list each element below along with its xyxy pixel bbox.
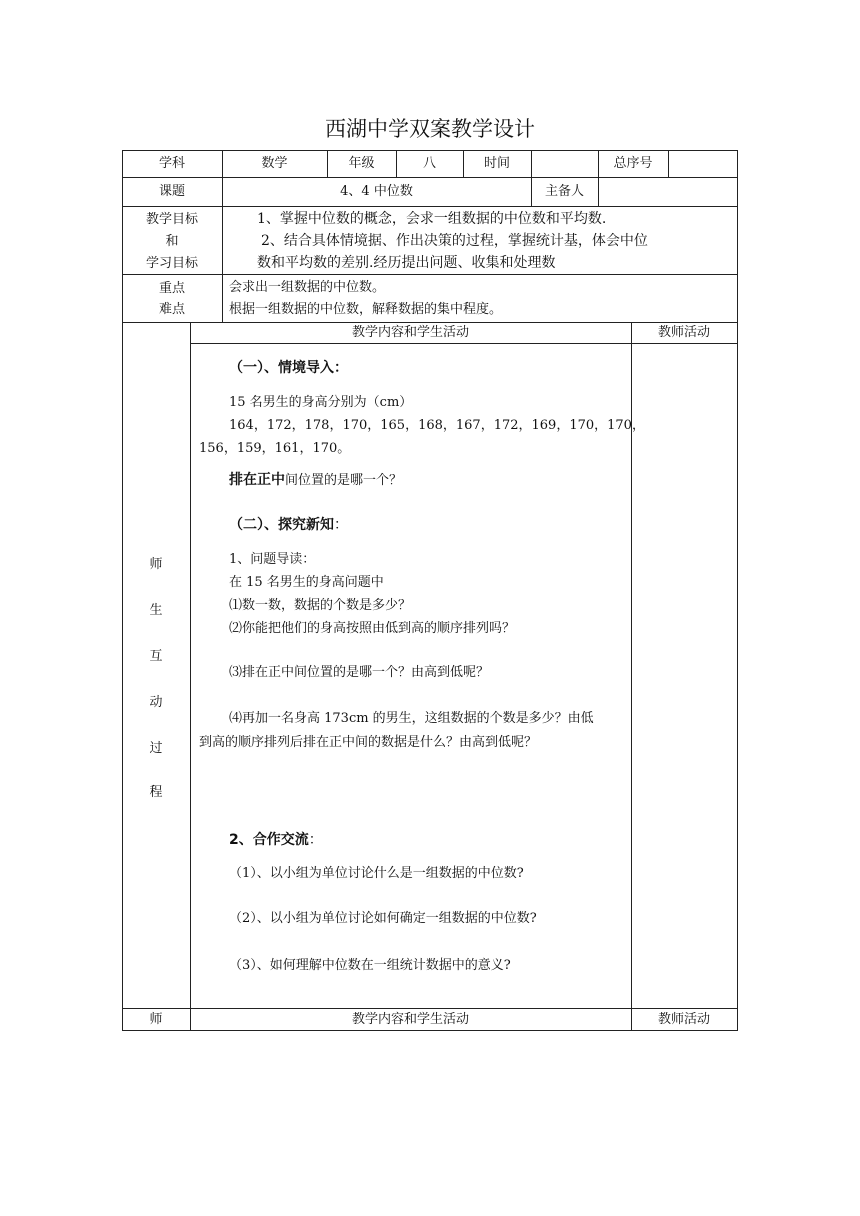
side-label-3: 互 (149, 649, 163, 664)
topic-value: 4、4 中位数 (340, 184, 413, 199)
footer-content-header: 教学内容和学生活动 (351, 1012, 469, 1027)
footer-teacher-header: 教师活动 (657, 1012, 710, 1027)
footer-side-label: 师 (149, 1012, 163, 1027)
section-1-line-3: 156，159，161，170。 (199, 441, 351, 456)
goal-1: 1、掌握中位数的概念，会求一组数据的中位数和平均数. (257, 211, 607, 227)
side-label-1: 师 (149, 557, 163, 572)
side-label-4: 动 (149, 695, 163, 710)
section-1-question (229, 469, 402, 492)
section-2-heading-bold: （二）、探究新知 (229, 517, 334, 533)
question-2: ⑵你能把他们的身高按照由低到高的顺序排列吗？ (229, 621, 516, 636)
section-2-context: 在 15 名男生的身高问题中 (229, 575, 384, 590)
section-1-question-rest: 间位置的是哪一个？ (285, 473, 403, 488)
grade-value: 八 (422, 156, 436, 171)
grade-label: 年级 (348, 156, 375, 171)
goals-label-2: 和 (165, 234, 179, 249)
discussion-item-3: （3）、如何理解中位数在一组统计数据中的意义? (229, 958, 511, 973)
difficult-label: 难点 (158, 302, 185, 317)
serial-label: 总序号 (613, 156, 653, 171)
page-title: 西湖中学双案教学设计 (325, 117, 535, 141)
topic-label: 课题 (158, 184, 185, 199)
section-2-subheading: 1、问题导读： (229, 552, 316, 567)
section-2-heading (229, 514, 348, 536)
content-header: 教学内容和学生活动 (351, 325, 469, 340)
discussion-item-1: （1）、以小组为单位讨论什么是一组数据的中位数? (229, 866, 524, 881)
section-1-heading: （一）、情境导入： (229, 360, 348, 376)
difficult-point: 根据一组数据的中位数，解释数据的集中程度。 (229, 302, 503, 317)
question-4-line-1: ⑷再加一名身高 173cm 的男生，这组数据的个数是多少？由低 (229, 711, 594, 726)
key-point: 会求出一组数据的中位数。 (229, 280, 386, 295)
subject-value: 数学 (261, 156, 288, 171)
section-1-line-1: 15 名男生的身高分别为（cm） (229, 395, 413, 410)
section-3-heading-bold: 2、合作交流 (229, 832, 309, 848)
subject-label: 学科 (158, 156, 185, 171)
side-label-2: 生 (149, 603, 163, 618)
section-2-heading-rest: ： (334, 517, 348, 533)
section-1-line-2: 164，172，178，170，165，168，167，172，169，170，170， (229, 418, 645, 433)
teacher-header: 教师活动 (657, 325, 710, 340)
section-3-heading-rest: ： (308, 832, 323, 848)
question-4-line-2: 到高的顺序排列后排在正中间的数据是什么？由高到低呢？ (199, 735, 538, 750)
goal-2-line-2: 数和平均数的差别.经历提出问题、收集和处理数 (257, 255, 556, 271)
question-3: ⑶排在正中间位置的是哪一个？由高到低呢？ (229, 665, 490, 680)
section-3-heading (229, 829, 323, 851)
goals-label-3: 学习目标 (145, 256, 198, 271)
question-1: ⑴数一数，数据的个数是多少？ (229, 598, 412, 613)
section-1-question-bold: 排在正中 (229, 472, 285, 488)
time-label: 时间 (483, 156, 510, 171)
key-label: 重点 (158, 281, 185, 296)
goal-2-line-1: 2、结合具体情境据、作出决策的过程，掌握统计基，体会中位 (261, 233, 648, 249)
discussion-item-2: （2）、以小组为单位讨论如何确定一组数据的中位数? (229, 911, 537, 926)
preparer-label: 主备人 (544, 184, 584, 199)
side-label-5: 过 (149, 741, 163, 756)
goals-label-1: 教学目标 (145, 212, 198, 227)
side-label-6: 程 (149, 785, 163, 800)
